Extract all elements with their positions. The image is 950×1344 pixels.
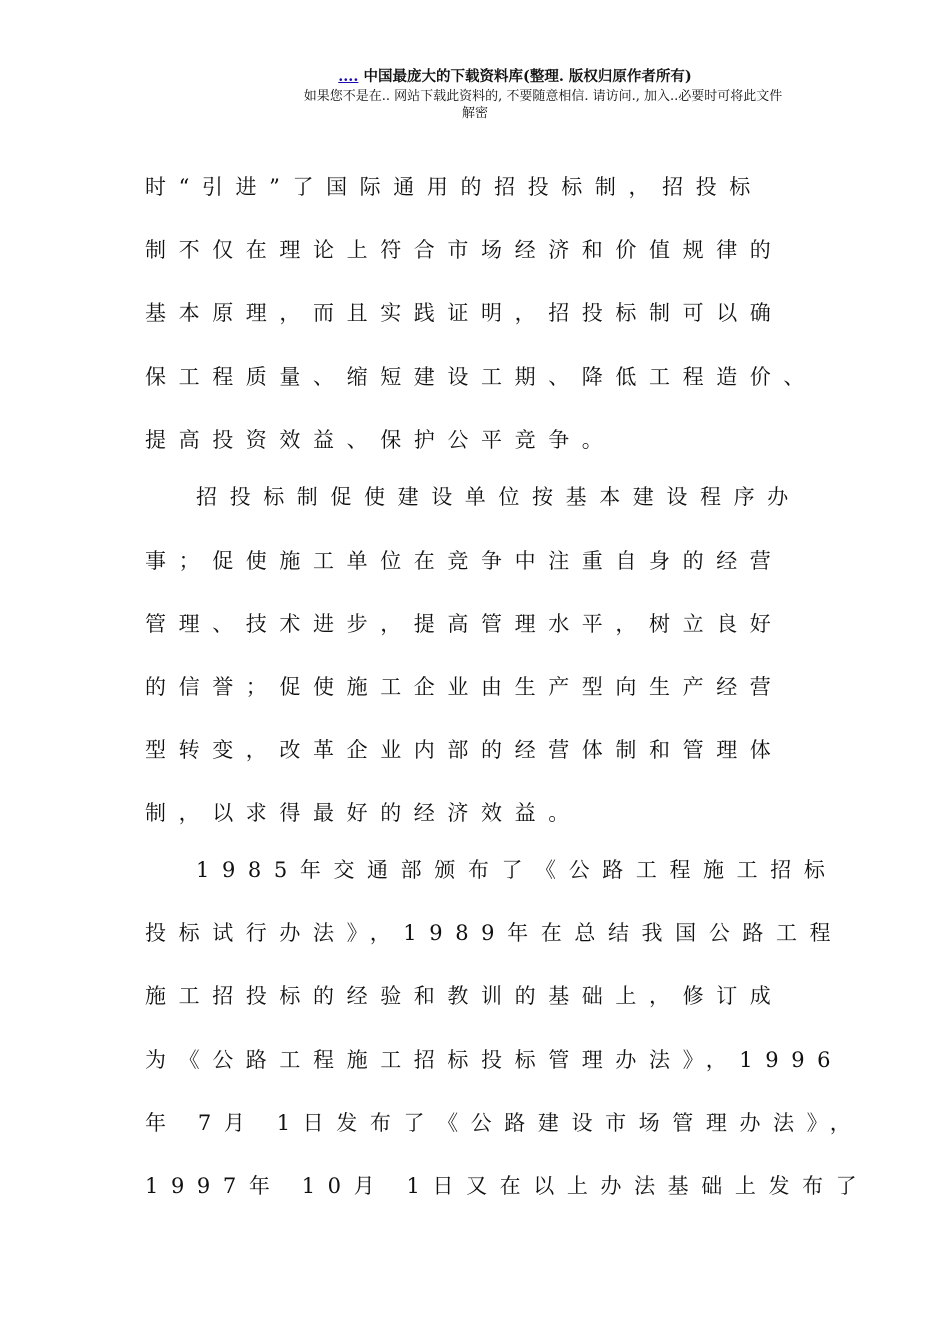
body-line-13: 投标试行办法》，1989年在总结我国公路工程 [145,921,844,945]
body-line-15: 为《公路工程施工招标投标管理办法》，1996 [145,1048,844,1072]
header-notice: 如果您不是在.. 网站下载此资料的, 不要随意相信. 请访问., 加入..必要时可将此文件 [303,89,783,104]
body-line-8: 管理、技术进步，提高管理水平，树立良好 [145,612,784,636]
body-line-14: 施工招投标的经验和教训的基础上，修订成 [145,984,784,1008]
body-line-17: 1997年 10月 1日又在以上办法基础上发布了 [145,1174,870,1198]
header-notice-continued: 解密 [461,106,488,121]
body-line-3: 基本原理，而且实践证明，招投标制可以确 [145,301,784,325]
header-title-line [80,68,950,86]
body-line-6: 招投标制促使建设单位按基本建设程序办 [196,485,801,509]
body-line-16: 年 7月 1日发布了《公路建设市场管理办法》， [145,1111,864,1135]
body-line-5: 提高投资效益、保护公平竞争。 [145,428,616,452]
body-line-10: 型转变，改革企业内部的经营体制和管理体 [145,738,784,762]
body-line-4: 保工程质量、缩短建设工期、降低工程造价、 [145,365,817,389]
header-title: 中国最庞大的下载资料库(整理. 版权归原作者所有) [363,68,692,85]
body-line-11: 制，以求得最好的经济效益。 [145,801,582,825]
body-line-12: 1985年交通部颁布了《公路工程施工招标 [196,858,838,882]
body-line-1: 时“引进”了国际通用的招投标制，招投标 [145,175,763,199]
body-line-9: 的信誉；促使施工企业由生产型向生产经营 [145,675,784,699]
header-link[interactable]: .... [338,68,359,85]
page-header [0,68,950,122]
body-line-2: 制不仅在理论上符合市场经济和价值规律的 [145,238,784,262]
body-line-7: 事；促使施工单位在竞争中注重自身的经营 [145,549,784,573]
